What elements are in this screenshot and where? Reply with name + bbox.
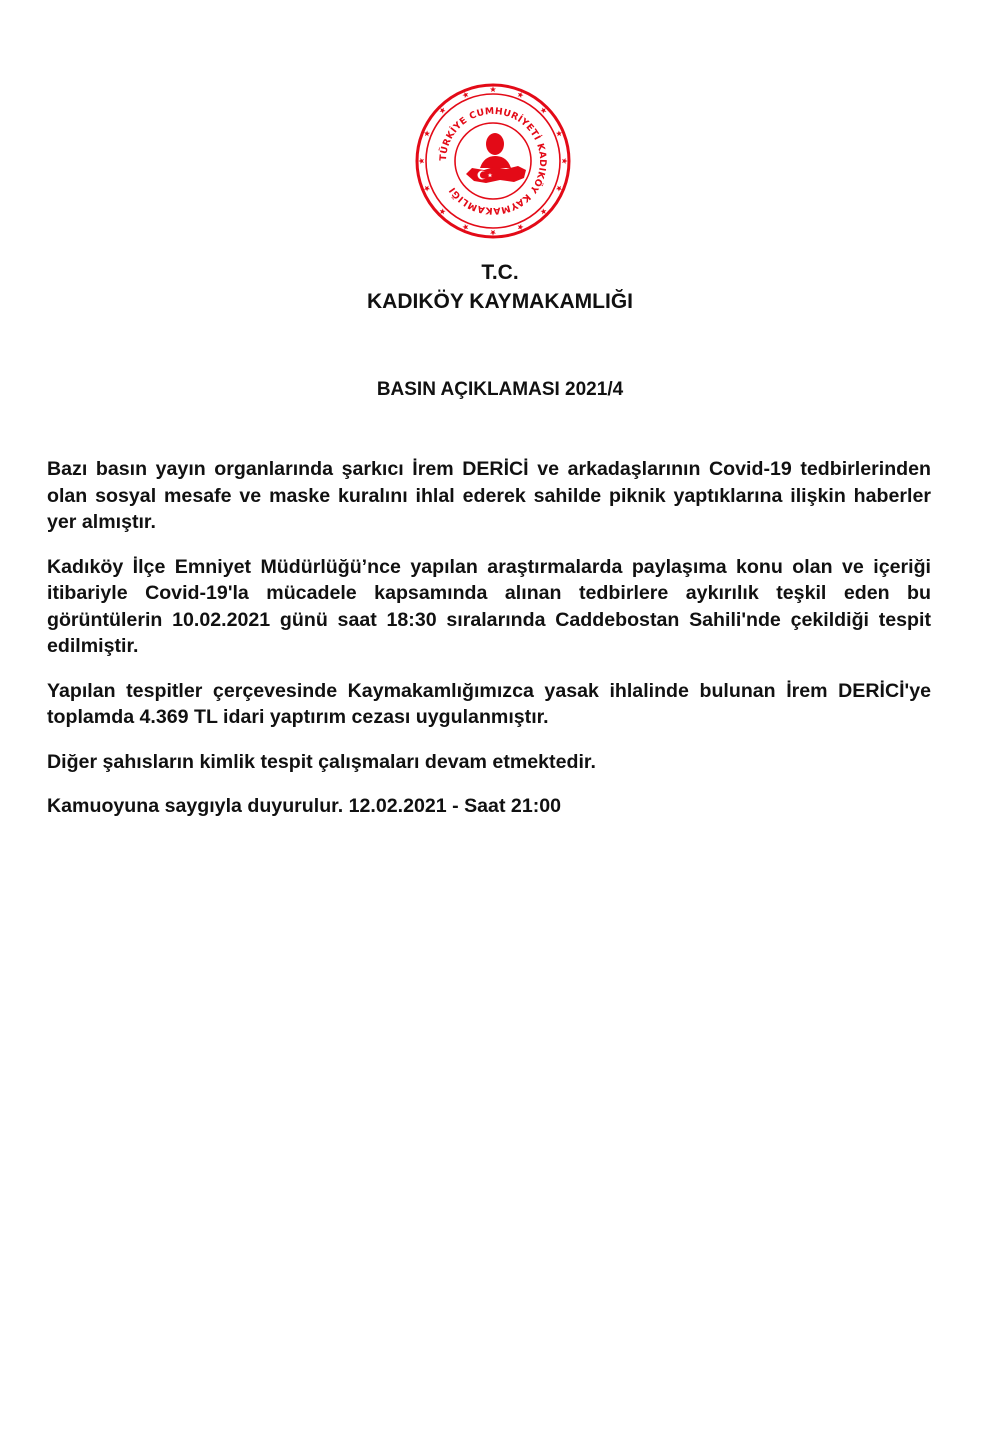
- paragraph: Yapılan tespitler çerçevesinde Kaymakamlığımızca yasak ihlalinde bulunan İrem DERİCİ'ye toplamda 4.369 TL idari yaptırım cezası uygulanmıştır.: [47, 679, 931, 728]
- issuer-header: [0, 258, 1000, 316]
- seal-star-icon: [440, 108, 446, 114]
- document-title: BASIN AÇIKLAMASI 2021/4: [376, 379, 624, 400]
- seal-star-icon: [556, 130, 562, 136]
- seal-star-icon: [518, 224, 524, 230]
- seal-ring-text: TÜRKİYE CUMHURİYETİ KADIKÖY KAYMAKAMLIĞI: [437, 105, 549, 217]
- seal-star-icon: [490, 230, 496, 236]
- paragraph: Bazı basın yayın organlarında şarkıcı İrem DERİCİ ve arkadaşlarının Covid-19 tedbirlerinden olan sosyal mesafe ve maske kuralını ihlal ederek sahilde piknik yaptıklarına ilişkin haberler yer almıştır.: [47, 458, 931, 533]
- seal-star-icon: [440, 208, 446, 214]
- seal-star-icon: [424, 130, 430, 136]
- paragraph: Diğer şahısların kimlik tespit çalışmaları devam etmektedir.: [47, 750, 596, 773]
- seal-star-icon: [518, 92, 524, 98]
- seal-star-icon: [556, 186, 562, 192]
- seal-star-icon: [418, 158, 424, 164]
- paragraph: Kadıköy İlçe Emniyet Müdürlüğü’nce yapılan araştırmalarda paylaşıma konu olan ve içeriği itibariyle Covid-19'la mücadele kapsamında alınan tedbirlere aykırılık teşkil eden bu görüntülerin 10.02.2021 günü saat 18:30 sıralarında Caddebostan Sahili'nde çekildiği tespit edilmiştir.: [47, 555, 931, 657]
- seal-star-icon: [490, 86, 496, 92]
- seal-star-icon: [540, 108, 546, 114]
- seal-star-icon: [562, 158, 568, 164]
- kaymakamlik-seal-icon: [414, 82, 572, 240]
- seal-star-icon: [540, 208, 546, 214]
- paragraph: Kamuoyuna saygıyla duyurulur. 12.02.2021 - Saat 21:00: [47, 795, 562, 817]
- seal-star-icon: [462, 224, 468, 230]
- seal-star-icon: [462, 92, 468, 98]
- header-line-tc: T.C.: [481, 261, 519, 284]
- document-body: [47, 456, 931, 838]
- header-line-office: KADIKÖY KAYMAKAMLIĞI: [366, 290, 634, 313]
- seal-star-icon: [424, 186, 430, 192]
